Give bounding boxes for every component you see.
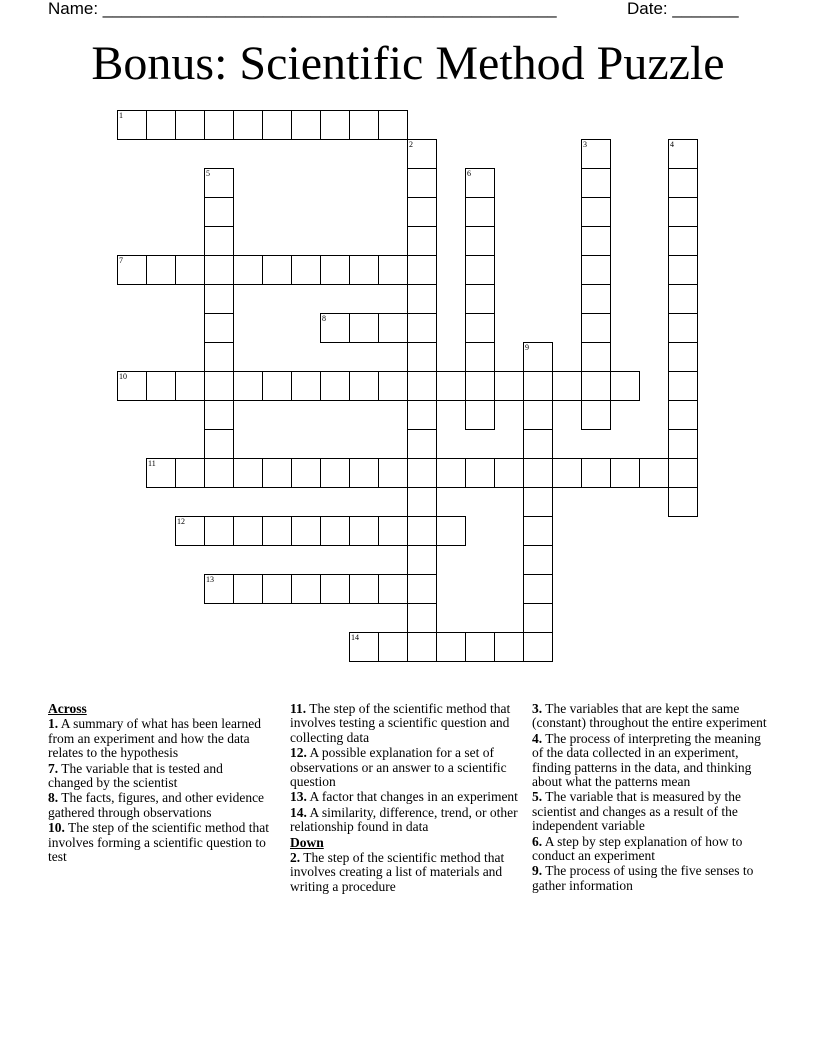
clue-down-3: 3. The variables that are kept the same (constant) throughout the entire experiment <box>532 701 767 731</box>
grid-cell[interactable] <box>407 226 437 256</box>
grid-cell[interactable] <box>204 168 234 198</box>
grid-cell[interactable] <box>523 400 553 430</box>
clue-number-label: 7 <box>119 256 123 265</box>
clue-down-9: 9. The process of using the five senses to gather information <box>532 863 754 893</box>
name-field-label: Name: ________________________________________________ <box>48 0 557 18</box>
clue-number-label: 13 <box>206 575 214 584</box>
clue-number-label: 12 <box>177 517 185 526</box>
grid-cell[interactable] <box>523 545 553 575</box>
clue-across-12: 12. A possible explanation for a set of observations or an answer to a scientific question <box>290 745 507 790</box>
grid-cell[interactable] <box>117 110 147 140</box>
grid-cell[interactable] <box>668 284 698 314</box>
grid-cell[interactable] <box>407 603 437 633</box>
grid-cell[interactable] <box>610 371 640 401</box>
grid-cell[interactable] <box>117 371 147 401</box>
grid-cell[interactable] <box>581 313 611 343</box>
date-field-label: Date: _______ <box>627 0 739 18</box>
grid-cell[interactable] <box>291 255 321 285</box>
grid-cell[interactable] <box>204 197 234 227</box>
grid-cell[interactable] <box>291 574 321 604</box>
grid-cell[interactable] <box>291 371 321 401</box>
grid-cell[interactable] <box>204 458 234 488</box>
clue-across-8: 8. The facts, figures, and other evidence gathered through observations <box>48 790 265 820</box>
grid-cell[interactable] <box>581 226 611 256</box>
grid-cell[interactable] <box>349 255 379 285</box>
grid-cell[interactable] <box>523 603 553 633</box>
grid-cell[interactable] <box>436 371 466 401</box>
grid-cell[interactable] <box>204 255 234 285</box>
grid-cell[interactable] <box>465 458 495 488</box>
grid-cell[interactable] <box>407 545 437 575</box>
grid-cell[interactable] <box>146 458 176 488</box>
clue-across-13: 13. A factor that changes in an experiment <box>290 789 518 805</box>
down-heading: Down <box>290 834 324 850</box>
grid-cell[interactable] <box>262 516 292 546</box>
grid-cell[interactable] <box>407 574 437 604</box>
grid-cell[interactable] <box>523 574 553 604</box>
clue-number-label: 11 <box>148 459 156 468</box>
grid-cell[interactable] <box>204 371 234 401</box>
grid-cell[interactable] <box>465 342 495 372</box>
grid-cell[interactable] <box>552 458 582 488</box>
grid-cell[interactable] <box>581 284 611 314</box>
grid-cell[interactable] <box>233 371 263 401</box>
grid-cell[interactable] <box>523 458 553 488</box>
grid-cell[interactable] <box>204 574 234 604</box>
grid-cell[interactable] <box>175 516 205 546</box>
clue-number-label: 8 <box>322 314 326 323</box>
grid-cell[interactable] <box>378 458 408 488</box>
clue-across-1: 1. A summary of what has been learned from an experiment and how the data relates to the hypothesis <box>48 716 261 761</box>
grid-cell[interactable] <box>668 313 698 343</box>
page-title: Bonus: Scientific Method Puzzle <box>91 37 725 90</box>
grid-cell[interactable] <box>465 400 495 430</box>
grid-cell[interactable] <box>668 139 698 169</box>
grid-cell[interactable] <box>465 255 495 285</box>
grid-cell[interactable] <box>204 313 234 343</box>
grid-cell[interactable] <box>668 400 698 430</box>
grid-cell[interactable] <box>610 458 640 488</box>
grid-cell[interactable] <box>349 574 379 604</box>
grid-cell[interactable] <box>523 632 553 662</box>
grid-cell[interactable] <box>262 371 292 401</box>
grid-cell[interactable] <box>175 255 205 285</box>
grid-cell[interactable] <box>494 371 524 401</box>
grid-cell[interactable] <box>204 284 234 314</box>
clue-number-label: 9 <box>525 343 529 352</box>
grid-cell[interactable] <box>349 632 379 662</box>
grid-cell[interactable] <box>320 516 350 546</box>
grid-cell[interactable] <box>262 458 292 488</box>
grid-cell[interactable] <box>407 284 437 314</box>
grid-cell[interactable] <box>320 371 350 401</box>
grid-cell[interactable] <box>349 313 379 343</box>
grid-cell[interactable] <box>320 458 350 488</box>
grid-cell[interactable] <box>668 197 698 227</box>
grid-cell[interactable] <box>407 197 437 227</box>
grid-cell[interactable] <box>436 632 466 662</box>
clue-number-label: 6 <box>467 169 471 178</box>
grid-cell[interactable] <box>233 574 263 604</box>
grid-cell[interactable] <box>552 371 582 401</box>
clue-across-7: 7. The variable that is tested and changed by the scientist <box>48 760 223 791</box>
grid-cell[interactable] <box>204 429 234 459</box>
grid-cell[interactable] <box>523 429 553 459</box>
clue-down-5: 5. The variable that is measured by the scientist and changes as a result of the independent variable <box>532 789 741 834</box>
clue-column-1 <box>48 702 270 865</box>
grid-cell[interactable] <box>146 371 176 401</box>
grid-cell[interactable] <box>378 371 408 401</box>
grid-cell[interactable] <box>262 110 292 140</box>
grid-cell[interactable] <box>175 458 205 488</box>
grid-cell[interactable] <box>465 197 495 227</box>
grid-cell[interactable] <box>581 168 611 198</box>
grid-cell[interactable] <box>407 255 437 285</box>
grid-cell[interactable] <box>320 574 350 604</box>
grid-cell[interactable] <box>407 429 437 459</box>
grid-cell[interactable] <box>668 168 698 198</box>
clue-number-label: 5 <box>206 169 210 178</box>
grid-cell[interactable] <box>378 574 408 604</box>
grid-cell[interactable] <box>407 168 437 198</box>
grid-cell[interactable] <box>494 632 524 662</box>
grid-cell[interactable] <box>465 371 495 401</box>
grid-cell[interactable] <box>407 458 437 488</box>
clue-number-label: 2 <box>409 140 413 149</box>
grid-cell[interactable] <box>436 458 466 488</box>
grid-cell[interactable] <box>465 632 495 662</box>
clue-down-4: 4. The process of interpreting the meaning of the data collected in an experiment, finding patterns in the data, and thinking about what the patterns mean <box>532 730 761 790</box>
grid-cell[interactable] <box>175 110 205 140</box>
grid-cell[interactable] <box>581 458 611 488</box>
clue-across-10: 10. The step of the scientific method that involves forming a scientific question to test <box>48 820 269 865</box>
grid-cell[interactable] <box>436 516 466 546</box>
clue-down-6: 6. A step by step explanation of how to conduct an experiment <box>532 833 743 864</box>
clue-column-2 <box>290 702 522 895</box>
grid-cell[interactable] <box>204 110 234 140</box>
grid-cell[interactable] <box>407 400 437 430</box>
grid-cell[interactable] <box>291 458 321 488</box>
grid-cell[interactable] <box>668 255 698 285</box>
grid-cell[interactable] <box>407 487 437 517</box>
grid-cell[interactable] <box>291 516 321 546</box>
grid-cell[interactable] <box>668 226 698 256</box>
grid-cell[interactable] <box>378 255 408 285</box>
grid-cell[interactable] <box>407 371 437 401</box>
grid-cell[interactable] <box>378 313 408 343</box>
clue-number-label: 14 <box>351 633 359 642</box>
grid-cell[interactable] <box>407 342 437 372</box>
grid-cell[interactable] <box>262 574 292 604</box>
grid-cell[interactable] <box>639 458 669 488</box>
grid-cell[interactable] <box>291 110 321 140</box>
grid-cell[interactable] <box>581 255 611 285</box>
grid-cell[interactable] <box>668 429 698 459</box>
grid-cell[interactable] <box>465 168 495 198</box>
grid-cell[interactable] <box>204 226 234 256</box>
grid-cell[interactable] <box>349 371 379 401</box>
grid-cell[interactable] <box>204 342 234 372</box>
grid-cell[interactable] <box>117 255 147 285</box>
clue-across-14: 14. A similarity, difference, trend, or other relationship found in data <box>290 804 518 835</box>
grid-cell[interactable] <box>465 313 495 343</box>
grid-cell[interactable] <box>523 516 553 546</box>
grid-cell[interactable] <box>320 110 350 140</box>
grid-cell[interactable] <box>407 516 437 546</box>
grid-cell[interactable] <box>407 139 437 169</box>
grid-cell[interactable] <box>581 342 611 372</box>
grid-cell[interactable] <box>465 284 495 314</box>
grid-cell[interactable] <box>581 139 611 169</box>
clue-down-2: 2. The step of the scientific method that involves creating a list of materials and writing a procedure <box>290 850 505 894</box>
grid-cell[interactable] <box>146 110 176 140</box>
grid-cell[interactable] <box>465 226 495 256</box>
grid-cell[interactable] <box>581 400 611 430</box>
grid-cell[interactable] <box>407 313 437 343</box>
grid-cell[interactable] <box>233 458 263 488</box>
grid-cell[interactable] <box>581 371 611 401</box>
clue-number-label: 10 <box>119 372 127 381</box>
grid-cell[interactable] <box>349 516 379 546</box>
grid-cell[interactable] <box>378 516 408 546</box>
grid-cell[interactable] <box>320 255 350 285</box>
grid-cell[interactable] <box>668 342 698 372</box>
grid-cell[interactable] <box>523 371 553 401</box>
grid-cell[interactable] <box>523 342 553 372</box>
clue-number-label: 1 <box>119 111 123 120</box>
grid-cell[interactable] <box>494 458 524 488</box>
clue-across-11: 11. The step of the scientific method that involves testing a scientific question and collecting data <box>290 701 511 745</box>
grid-cell[interactable] <box>175 371 205 401</box>
clue-number-label: 3 <box>583 140 587 149</box>
grid-cell[interactable] <box>320 313 350 343</box>
grid-cell[interactable] <box>233 110 263 140</box>
grid-cell[interactable] <box>668 458 698 488</box>
grid-cell[interactable] <box>523 487 553 517</box>
grid-cell[interactable] <box>407 632 437 662</box>
grid-cell[interactable] <box>668 371 698 401</box>
grid-cell[interactable] <box>146 255 176 285</box>
grid-cell[interactable] <box>668 487 698 517</box>
clue-column-3 <box>532 702 768 894</box>
grid-cell[interactable] <box>378 110 408 140</box>
grid-cell[interactable] <box>349 458 379 488</box>
grid-cell[interactable] <box>204 400 234 430</box>
grid-cell[interactable] <box>349 110 379 140</box>
grid-cell[interactable] <box>233 516 263 546</box>
grid-cell[interactable] <box>233 255 263 285</box>
grid-cell[interactable] <box>204 516 234 546</box>
clue-number-label: 4 <box>670 140 674 149</box>
grid-cell[interactable] <box>378 632 408 662</box>
across-heading: Across <box>48 701 87 716</box>
grid-cell[interactable] <box>581 197 611 227</box>
grid-cell[interactable] <box>262 255 292 285</box>
